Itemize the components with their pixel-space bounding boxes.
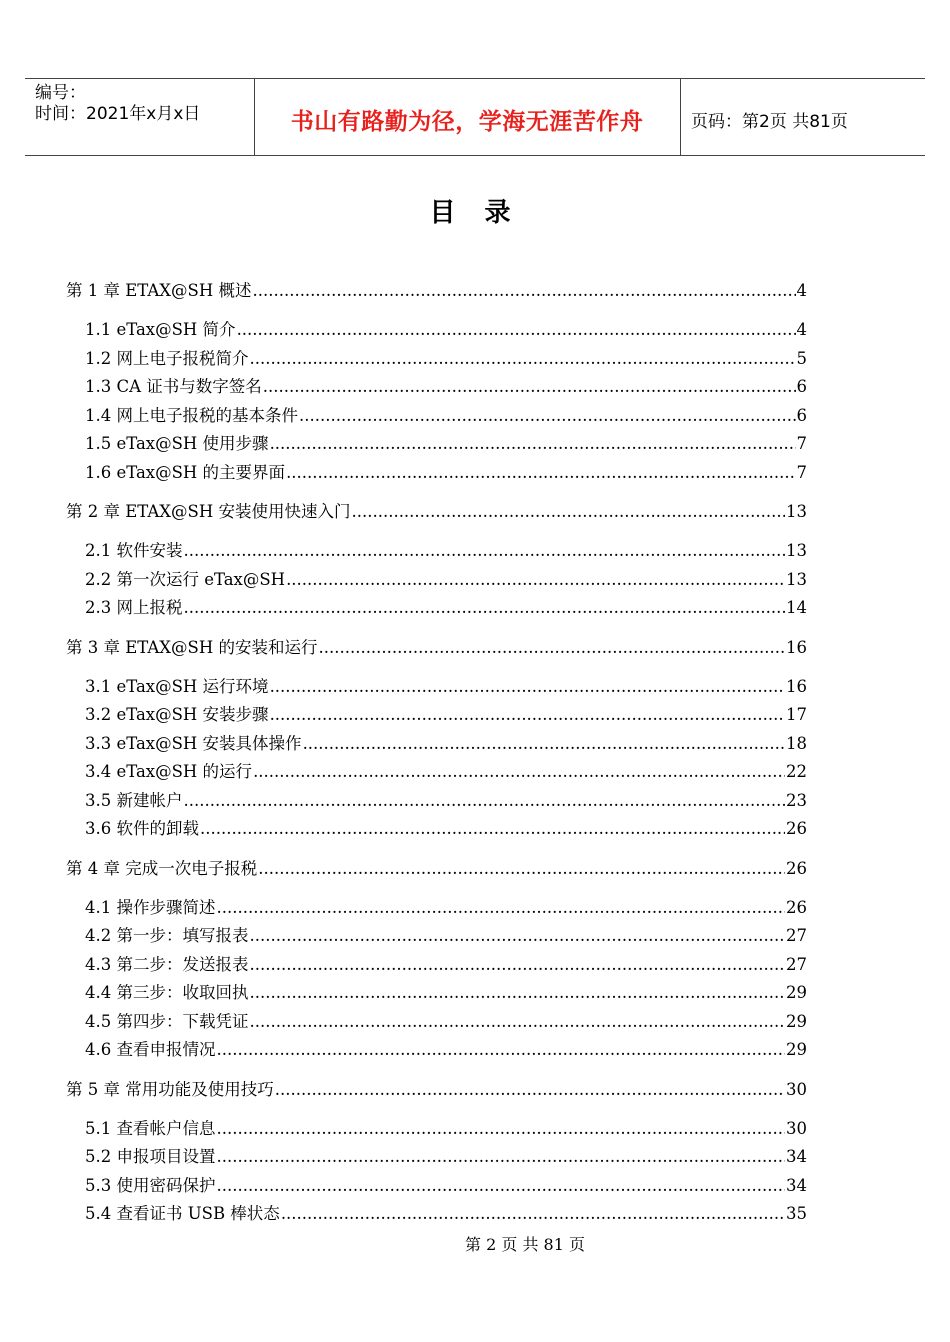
toc-entry-page: 7 (796, 434, 807, 453)
toc-dot-leader (217, 1039, 786, 1061)
toc-entry-label: 4.6 查看申报情况 (85, 1040, 216, 1059)
toc-entry-page: 4 (796, 281, 807, 300)
toc-dot-leader (286, 569, 785, 591)
page-header (25, 78, 925, 156)
toc-entry-page: 34 (786, 1175, 807, 1195)
toc-section-entry[interactable] (85, 761, 807, 783)
toc-entry-label: 第 4 章 完成一次电子报税 (66, 858, 258, 878)
toc-chapter-entry[interactable] (66, 280, 807, 302)
document-number-label: 编号： (35, 83, 86, 103)
toc-entry-label: 3.3 eTax@SH 安装具体操作 (85, 733, 302, 753)
toc-entry-label: 第 1 章 ETAX@SH 概述 (66, 281, 252, 300)
toc-dot-leader (184, 790, 786, 812)
toc-entry-label: 3.2 eTax@SH 安装步骤 (85, 705, 269, 724)
toc-chapter-entry[interactable] (66, 501, 807, 523)
toc-entry-page: 30 (786, 1079, 807, 1099)
toc-entry-page: 18 (786, 733, 807, 753)
toc-entry-page: 4 (796, 320, 807, 339)
toc-section-entry[interactable] (85, 982, 807, 1004)
toc-entry-label: 5.1 查看帐户信息 (85, 1118, 216, 1138)
toc-dot-leader (253, 761, 785, 783)
toc-entry-page: 14 (786, 598, 807, 617)
toc-entry-label: 3.4 eTax@SH 的运行 (85, 762, 253, 781)
toc-section-entry[interactable] (85, 569, 807, 591)
toc-section-entry[interactable] (85, 1146, 807, 1168)
toc-entry-page: 26 (786, 819, 807, 838)
toc-section-entry[interactable] (85, 597, 807, 619)
toc-dot-leader (299, 405, 796, 427)
toc-entry-label: 5.4 查看证书 USB 棒状态 (85, 1204, 280, 1223)
toc-section-entry[interactable] (85, 790, 807, 812)
toc-section-entry[interactable] (85, 376, 807, 398)
toc-entry-page: 17 (786, 705, 807, 724)
toc-section-entry[interactable] (85, 676, 807, 698)
toc-chapter-entry[interactable] (66, 637, 807, 659)
toc-entry-page: 27 (786, 926, 807, 945)
toc-dot-leader (217, 1175, 786, 1197)
header-motto: 书山有路勤为径，学海无涯苦作舟 (290, 109, 644, 135)
toc-entry-page: 30 (786, 1118, 807, 1138)
toc-dot-leader (217, 1118, 786, 1140)
toc-section-entry[interactable] (85, 818, 807, 840)
toc-entry-label: 第 3 章 ETAX@SH 的安装和运行 (66, 637, 318, 657)
toc-entry-page: 6 (796, 405, 807, 425)
toc-section-entry[interactable] (85, 897, 807, 919)
toc-entry-label: 5.2 申报项目设置 (85, 1147, 216, 1166)
toc-entry-label: 4.2 第一步：填写报表 (85, 926, 249, 945)
toc-dot-leader (250, 954, 786, 976)
toc-entry-label: 2.2 第一次运行 eTax@SH (85, 569, 286, 589)
toc-entry-label: 2.3 网上报税 (85, 598, 183, 617)
toc-section-entry[interactable] (85, 954, 807, 976)
toc-dot-leader (184, 597, 786, 619)
toc-entry-label: 3.5 新建帐户 (85, 790, 183, 810)
toc-section-entry[interactable] (85, 348, 807, 370)
toc-section-entry[interactable] (85, 540, 807, 562)
toc-dot-leader (286, 462, 795, 484)
toc-section-entry[interactable] (85, 1175, 807, 1197)
toc-entry-label: 1.1 eTax@SH 简介 (85, 320, 236, 339)
document-time-label: 时间：2021年x月x日 (35, 104, 201, 124)
toc-entry-label: 2.1 软件安装 (85, 541, 183, 560)
toc-entry-label: 1.2 网上电子报税简介 (85, 348, 249, 368)
toc-dot-leader (281, 1203, 785, 1225)
toc-entry-page: 29 (786, 1011, 807, 1031)
toc-dot-leader (184, 540, 786, 562)
toc-dot-leader (217, 1146, 786, 1168)
toc-entry-page: 7 (796, 462, 807, 482)
toc-entry-page: 13 (786, 569, 807, 589)
toc-dot-leader (250, 925, 786, 947)
page-footer: 第 2 页 共 81 页 (465, 1235, 585, 1254)
header-page-info: 页码：第2页 共81页 (691, 112, 848, 132)
toc-entry-page: 13 (786, 541, 807, 560)
toc-section-entry[interactable] (85, 1118, 807, 1140)
toc-entry-label: 4.5 第四步：下载凭证 (85, 1011, 249, 1031)
toc-dot-leader (270, 676, 785, 698)
toc-entry-label: 第 2 章 ETAX@SH 安装使用快速入门 (66, 502, 351, 521)
toc-entry-label: 第 5 章 常用功能及使用技巧 (66, 1079, 274, 1099)
toc-entry-page: 26 (786, 858, 807, 878)
toc-dot-leader (270, 433, 796, 455)
toc-entry-label: 4.4 第三步：收取回执 (85, 983, 249, 1002)
toc-section-entry[interactable] (85, 462, 807, 484)
toc-dot-leader (217, 897, 786, 919)
toc-section-entry[interactable] (85, 733, 807, 755)
toc-chapter-entry[interactable] (66, 1079, 807, 1101)
toc-section-entry[interactable] (85, 925, 807, 947)
toc-entry-page: 13 (786, 502, 807, 521)
toc-dot-leader (275, 1079, 785, 1101)
toc-dot-leader (258, 858, 785, 880)
toc-entry-page: 35 (786, 1204, 807, 1223)
toc-entry-page: 16 (786, 676, 807, 696)
toc-dot-leader (237, 319, 796, 341)
toc-entry-label: 3.6 软件的卸载 (85, 819, 199, 838)
toc-entry-label: 1.3 CA 证书与数字签名 (85, 377, 262, 396)
toc-section-entry[interactable] (85, 319, 807, 341)
toc-entry-page: 23 (786, 790, 807, 810)
toc-dot-leader (263, 376, 796, 398)
toc-dot-leader (351, 501, 785, 523)
header-page-cell (681, 79, 925, 155)
toc-entry-page: 26 (786, 897, 807, 917)
toc-entry-page: 27 (786, 954, 807, 974)
header-motto-cell (254, 79, 681, 155)
toc-entry-label: 4.1 操作步骤简述 (85, 897, 216, 917)
toc-section-entry[interactable] (85, 1011, 807, 1033)
toc-dot-leader (318, 637, 785, 659)
toc-chapter-entry[interactable] (66, 858, 807, 880)
toc-dot-leader (250, 982, 786, 1004)
toc-entry-label: 5.3 使用密码保护 (85, 1175, 216, 1195)
toc-entry-label: 1.6 eTax@SH 的主要界面 (85, 462, 286, 482)
toc-entry-page: 5 (796, 348, 807, 368)
toc-entry-label: 1.5 eTax@SH 使用步骤 (85, 434, 269, 453)
toc-section-entry[interactable] (85, 405, 807, 427)
toc-section-entry[interactable] (85, 433, 807, 455)
header-info-cell (25, 79, 255, 155)
toc-dot-leader (252, 280, 795, 302)
toc-entry-label: 4.3 第二步：发送报表 (85, 954, 249, 974)
toc-dot-leader (250, 348, 796, 370)
toc-dot-leader (250, 1011, 786, 1033)
toc-section-entry[interactable] (85, 1203, 807, 1225)
toc-dot-leader (200, 818, 785, 840)
toc-dot-leader (270, 704, 785, 726)
toc-section-entry[interactable] (85, 1039, 807, 1061)
toc-entry-label: 3.1 eTax@SH 运行环境 (85, 676, 269, 696)
toc-entry-page: 16 (786, 637, 807, 657)
toc-entry-page: 34 (786, 1147, 807, 1166)
toc-entry-page: 6 (796, 377, 807, 396)
toc-entry-page: 29 (786, 983, 807, 1002)
toc-section-entry[interactable] (85, 704, 807, 726)
toc-entry-label: 1.4 网上电子报税的基本条件 (85, 405, 298, 425)
toc-dot-leader (303, 733, 785, 755)
toc-title: 目 录 (429, 198, 521, 228)
toc-entry-page: 22 (786, 762, 807, 781)
toc-entry-page: 29 (786, 1040, 807, 1059)
